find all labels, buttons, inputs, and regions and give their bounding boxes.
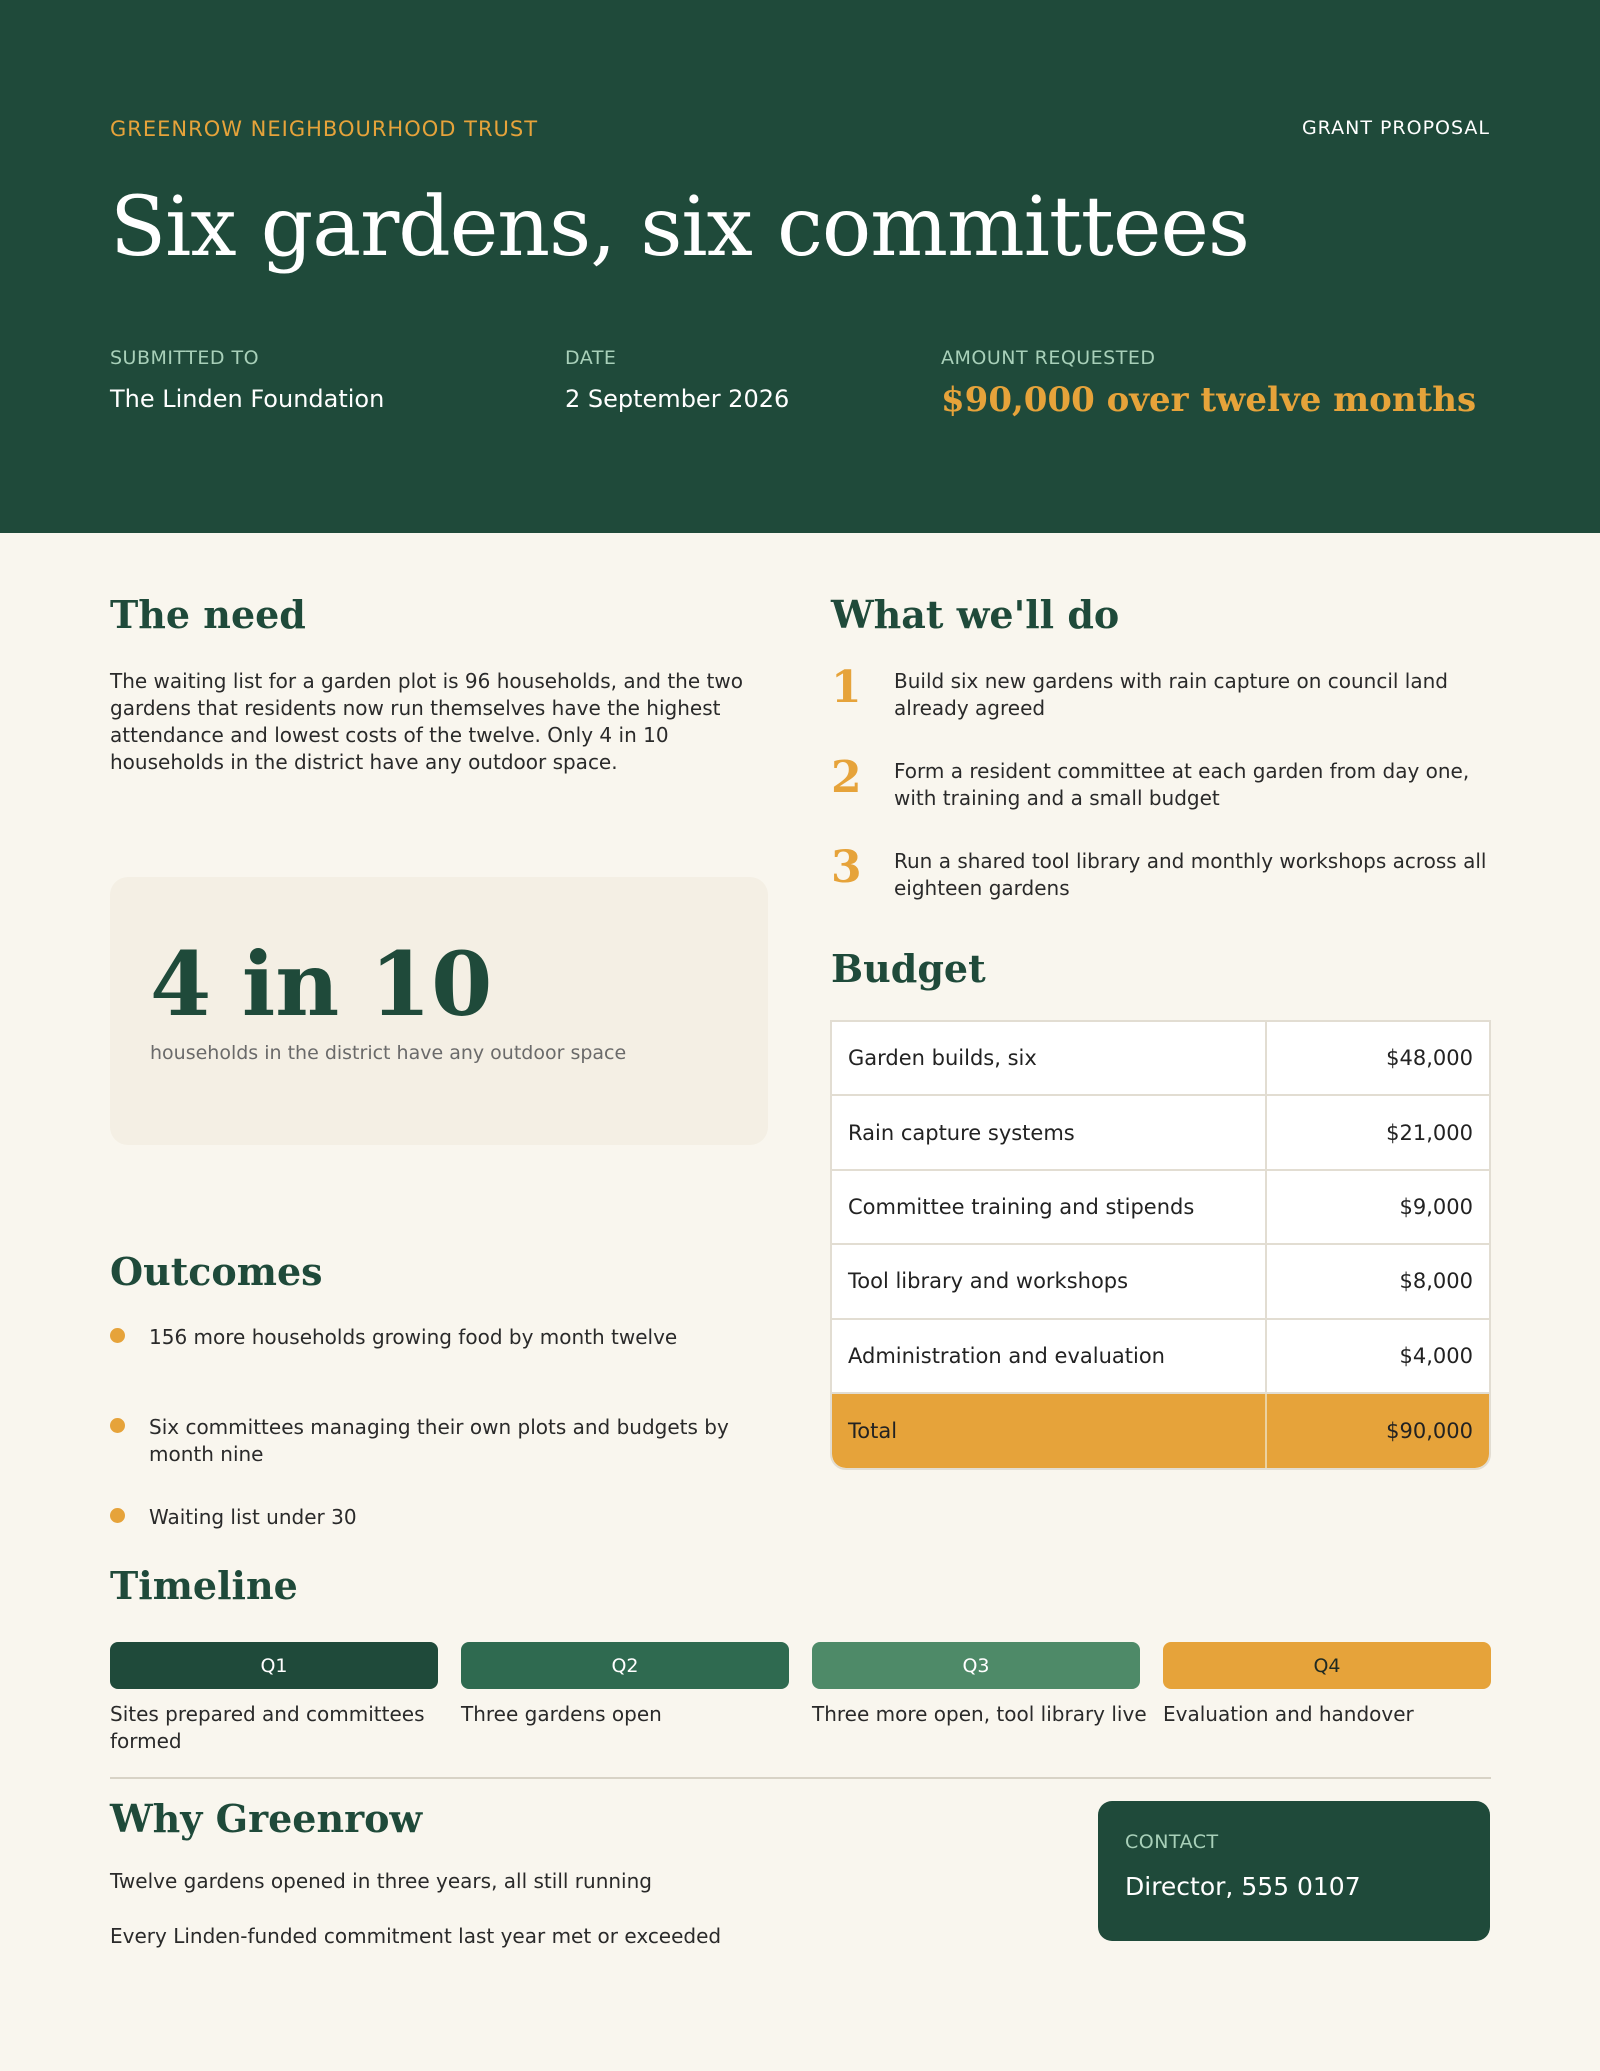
contact-label: CONTACT	[1125, 1831, 1219, 1853]
budget-amount: $21,000	[1386, 1120, 1473, 1145]
outcome-text: Waiting list under 30	[149, 1505, 357, 1529]
budget-amount: $8,000	[1399, 1269, 1473, 1294]
timeline-heading: Timeline	[110, 1563, 298, 1608]
contact-card	[1098, 1801, 1490, 1941]
date-label: DATE	[565, 347, 617, 369]
step-number: 3	[831, 842, 862, 893]
plan-heading: What we'll do	[831, 592, 1120, 637]
total-amount: $90,000	[1386, 1419, 1473, 1444]
section-divider	[110, 1777, 1491, 1779]
budget-item: Garden builds, six	[832, 1022, 1267, 1094]
budget-item: Committee training and stipends	[832, 1171, 1267, 1243]
submitted-to-value: The Linden Foundation	[110, 385, 385, 413]
outcome-text: Six committees managing their own plots and budgets by month nine	[149, 1415, 729, 1466]
table-row	[832, 1022, 1489, 1096]
why-heading: Why Greenrow	[110, 1796, 423, 1841]
need-text: The waiting list for a garden plot is 96 households, and the two gardens that residents now run themselves have the highest attendance and lowest costs of the twelve. Only 4 in 10 households in the district have any outdoor space.	[110, 669, 743, 774]
timeline-text-q3: Three more open, tool library live	[812, 1702, 1147, 1726]
step-number: 1	[831, 662, 862, 713]
budget-table	[830, 1020, 1491, 1470]
budget-item: Administration and evaluation	[832, 1320, 1267, 1392]
why-line: Twelve gardens opened in three years, all still running	[110, 1869, 652, 1893]
stat-number: 4 in 10	[150, 932, 493, 1036]
budget-amount: $4,000	[1399, 1343, 1473, 1368]
outcomes-heading: Outcomes	[110, 1249, 323, 1294]
timeline-text-q1: Sites prepared and committees formed	[110, 1702, 425, 1753]
date-value: 2 September 2026	[565, 385, 790, 413]
timeline-text-q4: Evaluation and handover	[1163, 1702, 1414, 1726]
bullet-dot-icon	[110, 1508, 125, 1523]
amount-label: AMOUNT REQUESTED	[941, 347, 1156, 369]
step-text: Run a shared tool library and monthly workshops across all eighteen gardens	[894, 849, 1487, 900]
step-number: 2	[831, 752, 862, 803]
total-label: Total	[832, 1394, 1267, 1468]
table-row	[832, 1096, 1489, 1170]
total-row	[832, 1394, 1489, 1468]
submitted-to-label: SUBMITTED TO	[110, 347, 260, 369]
budget-item: Tool library and workshops	[832, 1245, 1267, 1317]
table-row	[832, 1245, 1489, 1319]
stat-caption: households in the district have any outdoor space	[150, 1042, 627, 1064]
timeline-bar-q4: Q4	[1163, 1642, 1491, 1689]
budget-heading: Budget	[831, 946, 986, 991]
budget-amount: $48,000	[1386, 1046, 1473, 1071]
amount-value: $90,000 over twelve months	[941, 380, 1477, 420]
need-heading: The need	[110, 592, 306, 637]
why-line: Every Linden-funded commitment last year met or exceeded	[110, 1924, 722, 1948]
step-text: Build six new gardens with rain capture on council land already agreed	[894, 669, 1448, 720]
outcome-text: 156 more households growing food by month twelve	[149, 1325, 678, 1349]
table-row	[832, 1320, 1489, 1394]
step-text: Form a resident committee at each garden from day one, with training and a small budget	[894, 759, 1470, 810]
bullet-dot-icon	[110, 1328, 125, 1343]
budget-item: Rain capture systems	[832, 1096, 1267, 1168]
bullet-dot-icon	[110, 1418, 125, 1433]
document-type: GRANT PROPOSAL	[1301, 117, 1490, 139]
org-name: GREENROW NEIGHBOURHOOD TRUST	[110, 117, 539, 141]
table-row	[832, 1171, 1489, 1245]
budget-amount: $9,000	[1399, 1194, 1473, 1219]
timeline-bar-q1: Q1	[110, 1642, 438, 1689]
header-band	[0, 0, 1600, 533]
timeline-text-q2: Three gardens open	[461, 1702, 662, 1726]
timeline-bar-q3: Q3	[812, 1642, 1140, 1689]
contact-value: Director, 555 0107	[1125, 1872, 1361, 1901]
page-title: Six gardens, six committees	[110, 180, 1250, 275]
stat-card	[110, 877, 768, 1145]
timeline-bar-q2: Q2	[461, 1642, 789, 1689]
